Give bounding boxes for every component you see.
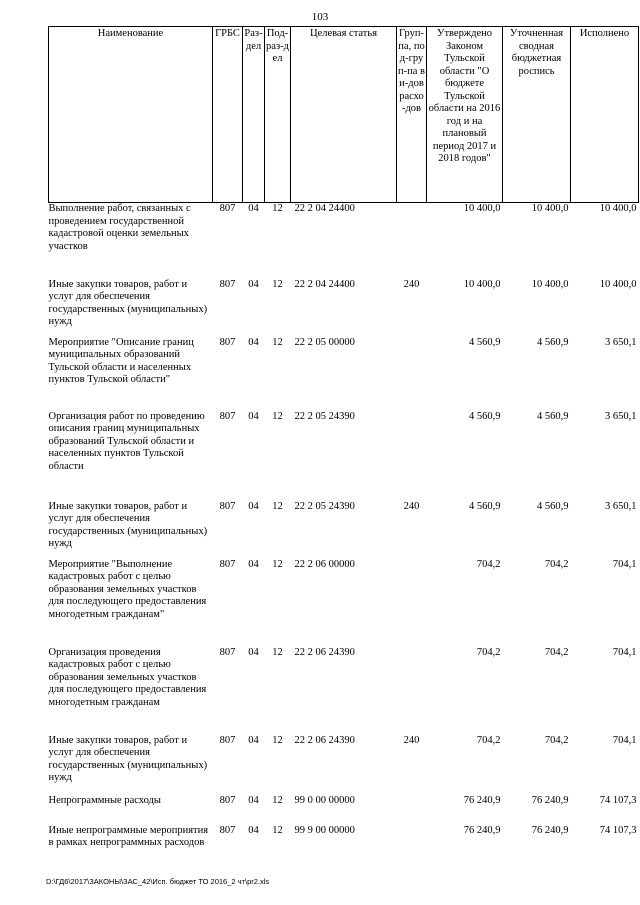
row-group — [397, 825, 427, 869]
row-approved: 4 560,9 — [469, 500, 501, 512]
header-executed: Исполнено — [571, 27, 639, 203]
row-approved: 10 400,0 — [463, 203, 501, 214]
row-podrazdel: 12 — [272, 794, 283, 806]
row-refined: 76 240,9 — [531, 794, 569, 806]
page-number: 103 — [311, 11, 329, 23]
row-grbs: 807 — [219, 734, 236, 746]
row-target: 22 2 05 24390 — [294, 500, 355, 512]
row-executed: 3 650,1 — [605, 336, 637, 348]
row-razdel: 04 — [248, 794, 259, 806]
table-row — [49, 559, 639, 647]
row-grbs: 807 — [219, 500, 236, 512]
row-group — [397, 795, 427, 825]
row-group: 240 — [403, 734, 420, 746]
row-razdel: 04 — [248, 646, 259, 658]
row-target: 99 9 00 00000 — [294, 824, 355, 836]
table-row — [49, 647, 639, 735]
row-razdel: 04 — [248, 203, 259, 214]
row-approved: 4 560,9 — [469, 410, 501, 422]
row-executed: 74 107,3 — [599, 824, 637, 836]
row-name: Организация проведения кадастровых работ с целью образования земельных участков для последующего предоставления многодетным гражданам — [48, 646, 207, 708]
row-razdel: 04 — [248, 336, 259, 348]
header-approved: Утверждено Законом Тульской области "О бюджете Тульской области на 2016 год и на плановый период 2017 и 2018 годов" — [427, 27, 503, 203]
table-row — [49, 735, 639, 795]
header-grbs: ГРБС — [213, 27, 243, 203]
row-approved: 76 240,9 — [463, 824, 501, 836]
row-name: Организация работ по проведению описания границ муниципальных образований Тульской области и населенных пунктов Тульской области — [48, 410, 205, 472]
row-grbs: 807 — [219, 336, 236, 348]
table-row — [49, 337, 639, 411]
header-podrazdel: Под-раз-дел — [265, 27, 291, 203]
row-name: Мероприятие "Выполнение кадастровых работ с целью образования земельных участков для последующего предоставления многодетным гражданам" — [48, 558, 207, 620]
row-razdel: 04 — [248, 734, 259, 746]
row-group — [397, 559, 427, 647]
row-grbs: 807 — [219, 824, 236, 836]
row-grbs: 807 — [219, 203, 236, 214]
row-group: 240 — [403, 500, 420, 512]
row-executed: 704,1 — [612, 734, 637, 746]
row-approved: 704,2 — [476, 558, 501, 570]
row-name: Выполнение работ, связанных с проведением государственной кадастровой оценки земельных участков — [48, 203, 191, 252]
budget-table — [48, 26, 639, 869]
row-executed: 10 400,0 — [599, 278, 637, 290]
row-grbs: 807 — [219, 558, 236, 570]
row-refined: 76 240,9 — [531, 824, 569, 836]
row-name: Иные закупки товаров, работ и услуг для обеспечения государственных (муниципальных) нужд — [48, 500, 208, 549]
row-razdel: 04 — [248, 824, 259, 836]
row-executed: 10 400,0 — [599, 203, 637, 214]
header-group: Груп-па, под-груп-па ви-дов расхо-дов — [397, 27, 427, 203]
row-refined: 10 400,0 — [531, 278, 569, 290]
row-executed: 3 650,1 — [605, 500, 637, 512]
row-podrazdel: 12 — [272, 734, 283, 746]
table-row — [49, 501, 639, 559]
row-executed: 3 650,1 — [605, 410, 637, 422]
row-refined: 4 560,9 — [537, 410, 569, 422]
row-razdel: 04 — [248, 558, 259, 570]
row-name: Иные закупки товаров, работ и услуг для обеспечения государственных (муниципальных) нужд — [48, 734, 208, 783]
row-podrazdel: 12 — [272, 558, 283, 570]
table-row — [49, 279, 639, 337]
table-row — [49, 411, 639, 501]
row-name: Иные непрограммные мероприятия в рамках непрограммных расходов — [48, 824, 209, 848]
row-razdel: 04 — [248, 410, 259, 422]
row-target: 22 2 06 24390 — [294, 646, 355, 658]
row-target: 22 2 06 24390 — [294, 734, 355, 746]
row-refined: 4 560,9 — [537, 336, 569, 348]
row-podrazdel: 12 — [272, 646, 283, 658]
row-target: 22 2 05 00000 — [294, 336, 355, 348]
table-header — [49, 27, 639, 203]
row-grbs: 807 — [219, 794, 236, 806]
row-refined: 704,2 — [544, 734, 569, 746]
row-podrazdel: 12 — [272, 278, 283, 290]
row-podrazdel: 12 — [272, 203, 283, 214]
row-podrazdel: 12 — [272, 824, 283, 836]
row-name: Иные закупки товаров, работ и услуг для обеспечения государственных (муниципальных) нужд — [48, 278, 208, 327]
row-executed: 74 107,3 — [599, 794, 637, 806]
table-row — [49, 203, 639, 279]
row-podrazdel: 12 — [272, 500, 283, 512]
row-podrazdel: 12 — [272, 336, 283, 348]
table-row — [49, 825, 639, 869]
row-approved: 704,2 — [476, 646, 501, 658]
row-executed: 704,1 — [612, 558, 637, 570]
row-approved: 10 400,0 — [463, 278, 501, 290]
file-path-footer: D:\ГД6\2017\ЗАКОНЫ\ЗАС_42\Исп. бюджет ТО 2016_2 чт\pr2.xls — [46, 877, 270, 886]
row-target: 22 2 06 00000 — [294, 558, 355, 570]
row-approved: 76 240,9 — [463, 794, 501, 806]
row-refined: 10 400,0 — [531, 203, 569, 214]
row-target: 22 2 04 24400 — [294, 203, 355, 214]
header-target: Целевая статья — [291, 27, 397, 203]
row-executed: 704,1 — [612, 646, 637, 658]
row-refined: 704,2 — [544, 646, 569, 658]
row-refined: 704,2 — [544, 558, 569, 570]
row-refined: 4 560,9 — [537, 500, 569, 512]
row-group: 240 — [403, 278, 420, 290]
header-razdel: Раз-дел — [243, 27, 265, 203]
row-podrazdel: 12 — [272, 410, 283, 422]
row-group — [397, 203, 427, 279]
row-razdel: 04 — [248, 500, 259, 512]
row-approved: 4 560,9 — [469, 336, 501, 348]
row-approved: 704,2 — [476, 734, 501, 746]
row-target: 22 2 05 24390 — [294, 410, 355, 422]
row-group — [397, 337, 427, 411]
table-row — [49, 795, 639, 825]
row-grbs: 807 — [219, 646, 236, 658]
header-name: Наименование — [49, 27, 213, 203]
row-group — [397, 647, 427, 735]
row-name: Непрограммные расходы — [48, 794, 161, 806]
row-grbs: 807 — [219, 278, 236, 290]
row-target: 22 2 04 24400 — [294, 278, 355, 290]
header-refined: Уточненная сводная бюджетная роспись — [503, 27, 571, 203]
row-razdel: 04 — [248, 278, 259, 290]
row-group — [397, 411, 427, 501]
row-grbs: 807 — [219, 410, 236, 422]
row-target: 99 0 00 00000 — [294, 794, 355, 806]
row-name: Мероприятие "Описание границ муниципальных образований Тульской области и населенных пунктов Тульской области" — [48, 336, 194, 385]
